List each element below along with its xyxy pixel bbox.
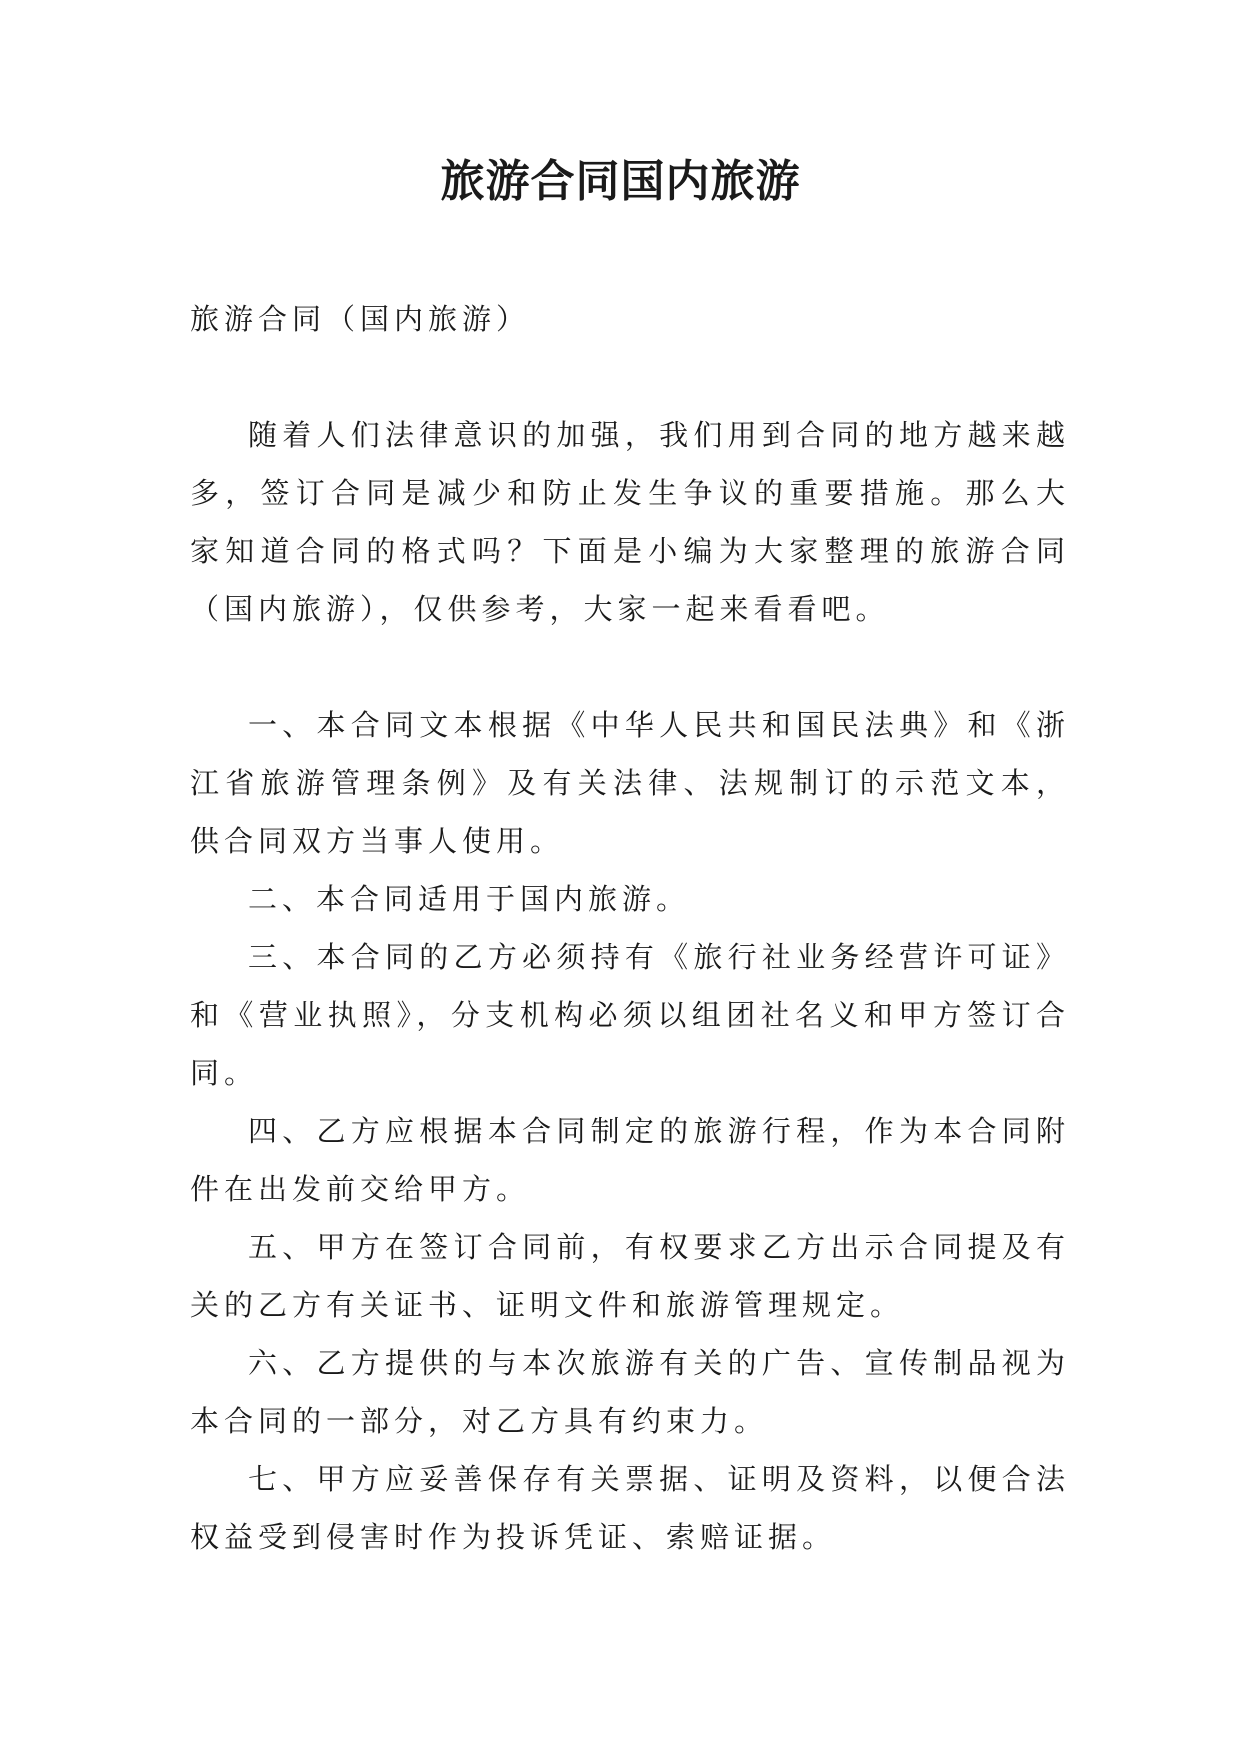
clause-4: 四、乙方应根据本合同制定的旅游行程，作为本合同附件在出发前交给甲方。 <box>190 1114 1070 1206</box>
clause-1: 一、本合同文本根据《中华人民共和国民法典》和《浙江省旅游管理条例》及有关法律、法规制订的示范文本，供合同双方当事人使用。 <box>190 708 1070 858</box>
clause-6: 六、乙方提供的与本次旅游有关的广告、宣传制品视为本合同的一部分，对乙方具有约束力。 <box>190 1346 1070 1438</box>
clause-5: 五、甲方在签订合同前，有权要求乙方出示合同提及有关的乙方有关证书、证明文件和旅游管理规定。 <box>190 1230 1070 1322</box>
clause-7: 七、甲方应妥善保存有关票据、证明及资料，以便合法权益受到侵害时作为投诉凭证、索赔证据。 <box>190 1462 1070 1554</box>
document-title: 旅游合同国内旅游 <box>440 156 801 207</box>
document-body <box>190 290 1070 1566</box>
document-subtitle: 旅游合同（国内旅游） <box>190 302 531 336</box>
clause-2: 二、本合同适用于国内旅游。 <box>248 882 691 916</box>
intro-paragraph: 随着人们法律意识的加强，我们用到合同的地方越来越多，签订合同是减少和防止发生争议的重要措施。那么大家知道合同的格式吗？下面是小编为大家整理的旅游合同（国内旅游），仅供参考，大家一起来看看吧。 <box>190 418 1070 626</box>
clause-3: 三、本合同的乙方必须持有《旅行社业务经营许可证》和《营业执照》，分支机构必须以组团社名义和甲方签订合同。 <box>190 940 1070 1090</box>
